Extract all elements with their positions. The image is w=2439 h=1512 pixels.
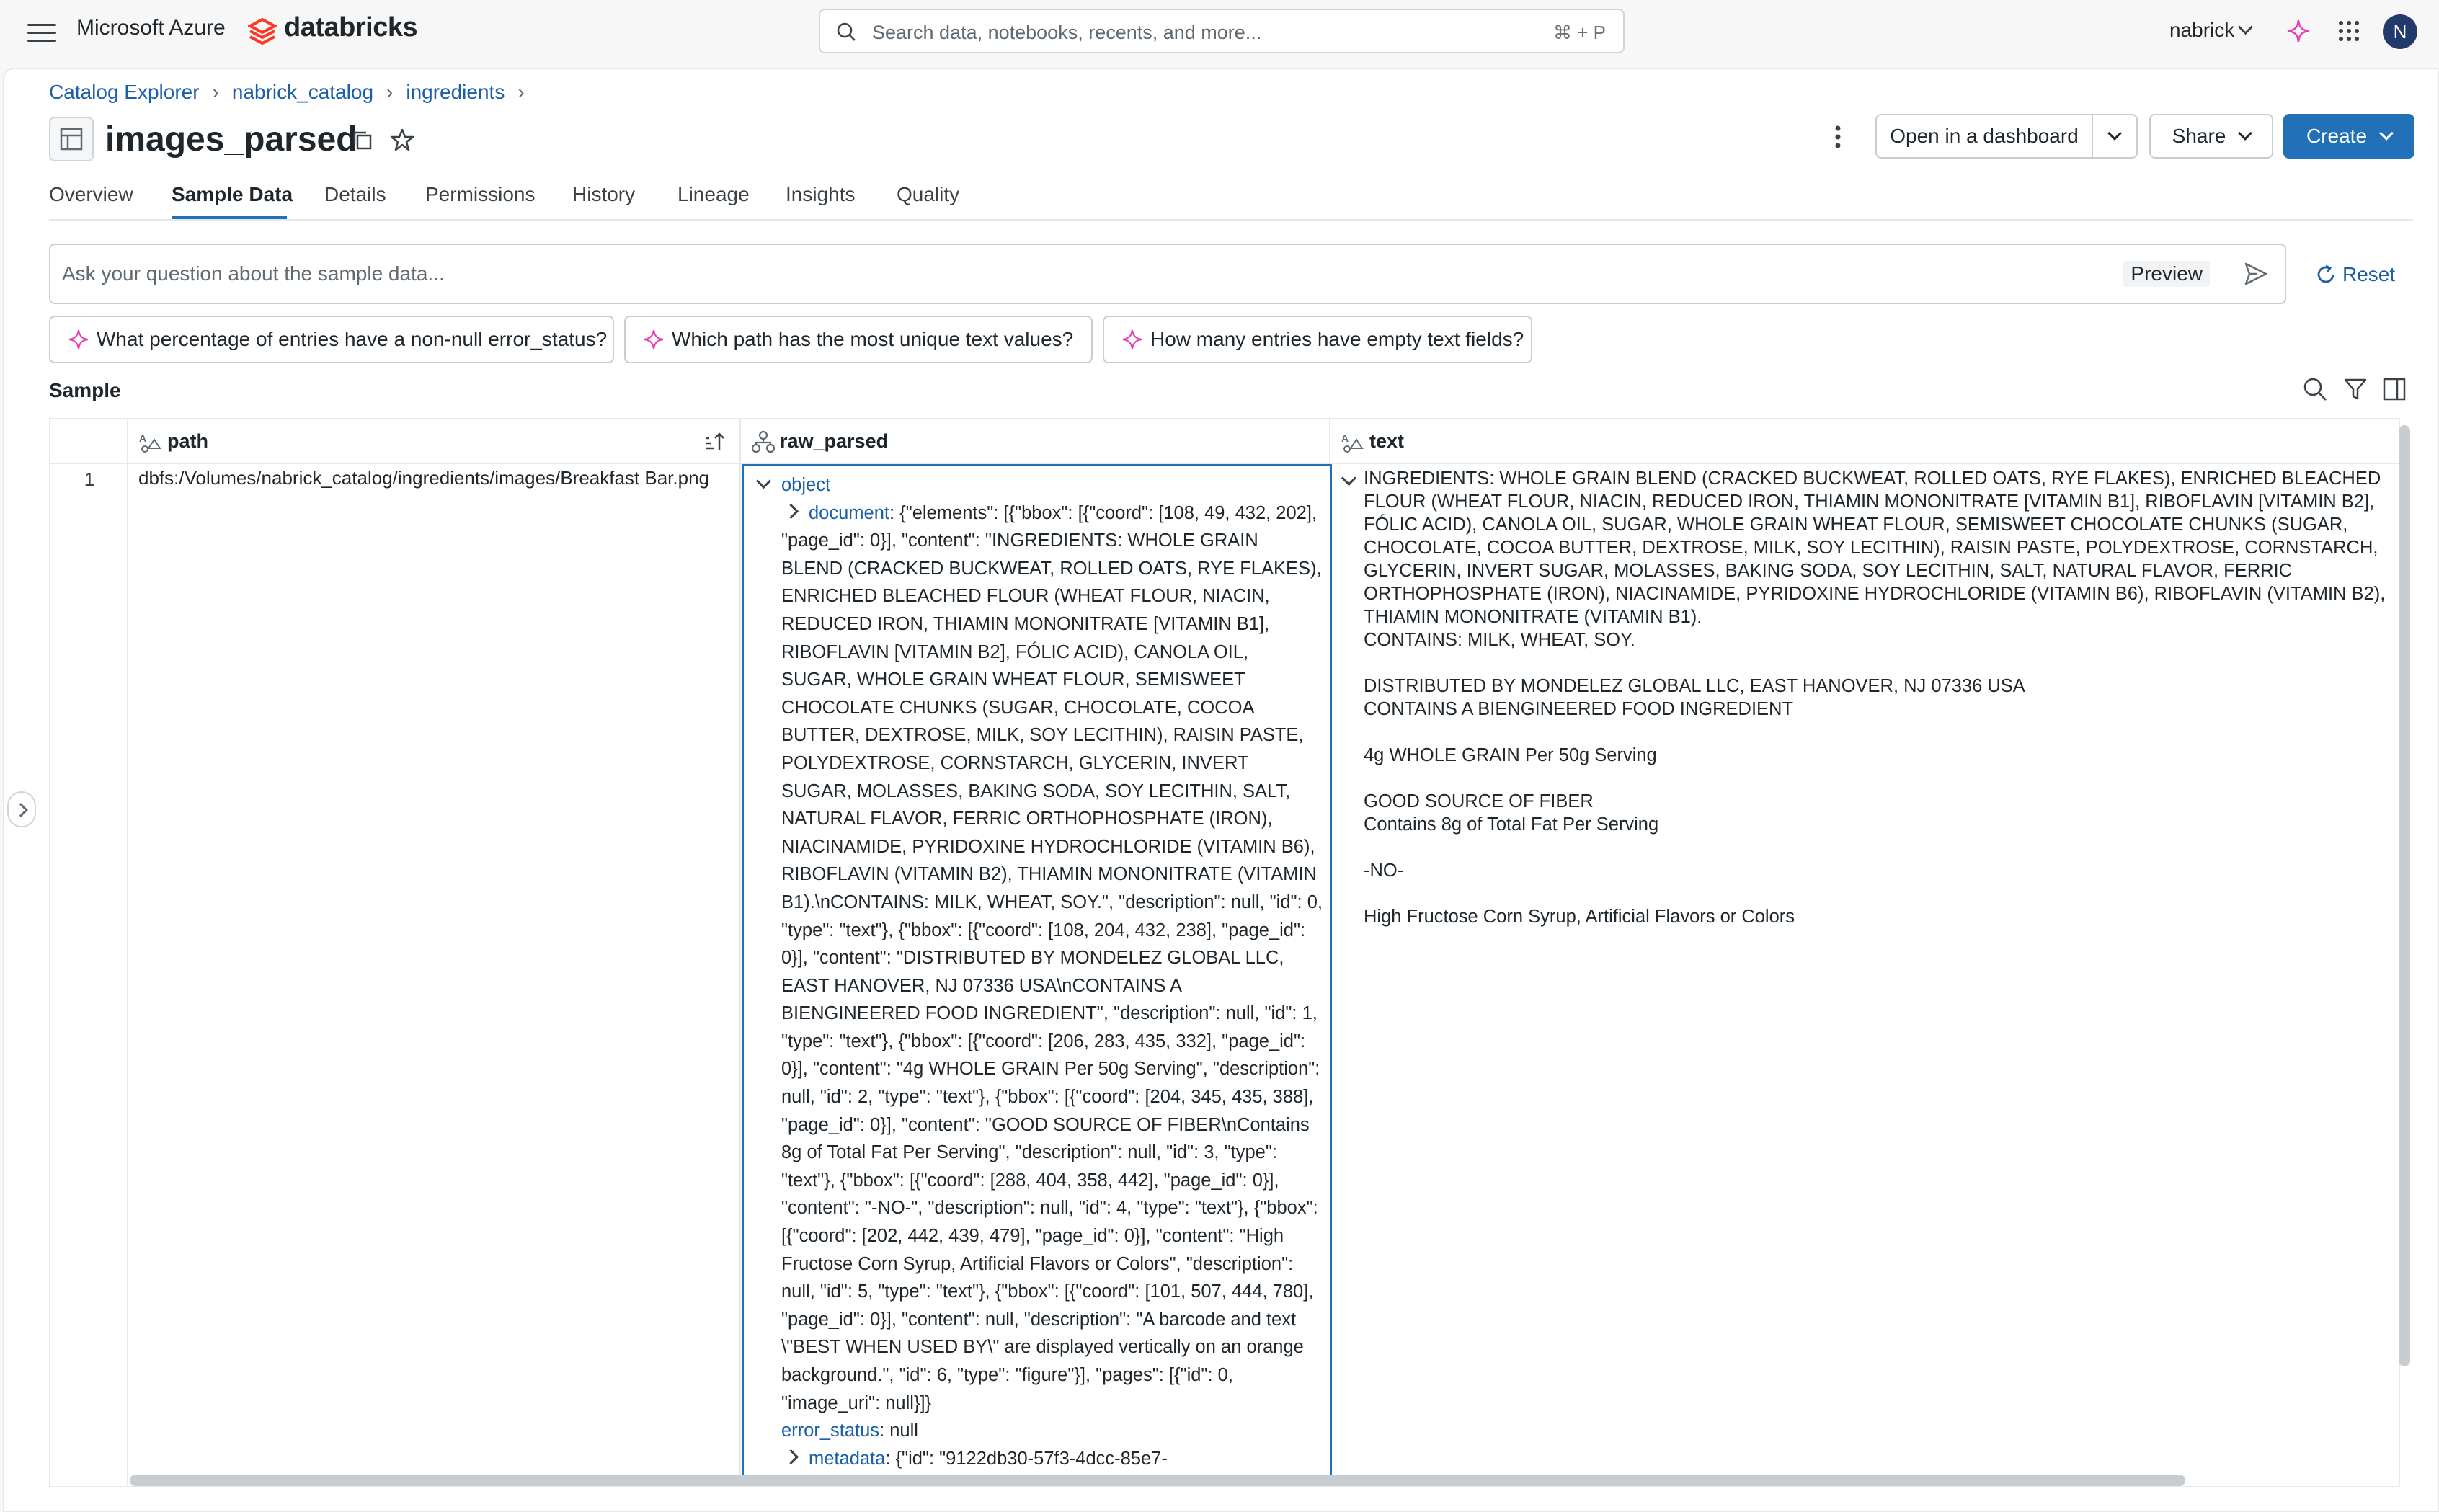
breadcrumb-catalog-explorer[interactable]: Catalog Explorer bbox=[49, 81, 200, 103]
suggestion-label: What percentage of entries have a non-null error_status? bbox=[97, 328, 608, 350]
tab-quality[interactable]: Quality bbox=[897, 183, 960, 205]
preview-badge: Preview bbox=[2123, 261, 2210, 287]
sort-icon[interactable] bbox=[703, 430, 728, 454]
search-icon[interactable] bbox=[2302, 376, 2328, 402]
json-type-label: object bbox=[781, 475, 831, 495]
suggestion-chip[interactable] bbox=[49, 316, 614, 363]
json-metadata-field bbox=[781, 1445, 1323, 1473]
json-value: : {"id": "9122db30-57f3-4dcc-85e7- bbox=[885, 1448, 1168, 1469]
suggestion-chip[interactable] bbox=[1103, 316, 1532, 363]
apps-grid-icon[interactable] bbox=[2338, 20, 2360, 42]
send-icon[interactable] bbox=[2243, 261, 2269, 287]
sparkle-icon bbox=[68, 329, 89, 350]
menu-icon[interactable] bbox=[27, 20, 56, 43]
dashboard-dropdown-button[interactable] bbox=[2092, 114, 2138, 159]
column-divider bbox=[739, 419, 741, 1487]
tab-insights[interactable]: Insights bbox=[786, 183, 856, 205]
brand-databricks: databricks bbox=[284, 12, 418, 43]
user-menu[interactable] bbox=[2169, 19, 2251, 42]
json-value: : null bbox=[879, 1420, 918, 1441]
sample-data-table bbox=[49, 418, 2400, 1487]
reset-button[interactable] bbox=[2315, 259, 2395, 286]
chevron-right-icon: › bbox=[386, 81, 394, 103]
column-type-icon bbox=[1341, 430, 1365, 454]
column-header-label: path bbox=[167, 430, 208, 452]
sample-question-input[interactable] bbox=[49, 244, 2286, 304]
question-placeholder: Ask your question about the sample data... bbox=[62, 262, 445, 285]
search-placeholder: Search data, notebooks, recents, and more... bbox=[872, 22, 1262, 43]
share-label: Share bbox=[2172, 125, 2226, 147]
column-header-label: text bbox=[1369, 430, 1405, 452]
sample-heading: Sample bbox=[49, 379, 121, 401]
tab-permissions[interactable]: Permissions bbox=[425, 183, 536, 205]
tab-history[interactable]: History bbox=[572, 183, 636, 205]
breadcrumb-catalog[interactable]: nabrick_catalog bbox=[231, 81, 374, 103]
chevron-down-icon bbox=[2379, 126, 2394, 141]
column-type-icon bbox=[138, 430, 163, 454]
table-cell-path[interactable]: dbfs:/Volumes/nabrick_catalog/ingredients/images/Breakfast Bar.png bbox=[138, 467, 710, 489]
json-key: document bbox=[809, 502, 889, 523]
sparkle-icon bbox=[643, 329, 665, 350]
chevron-right-icon: › bbox=[212, 81, 219, 103]
chevron-down-icon[interactable] bbox=[1341, 471, 1356, 486]
reset-label: Reset bbox=[2342, 263, 2396, 285]
json-document-field bbox=[781, 499, 1323, 1418]
filter-icon[interactable] bbox=[2342, 376, 2368, 402]
svg-text:A: A bbox=[139, 432, 147, 444]
breadcrumb-schema[interactable]: ingredients bbox=[406, 81, 505, 103]
suggestion-label: How many entries have empty text fields? bbox=[1150, 328, 1524, 350]
chevron-right-icon: › bbox=[517, 81, 525, 103]
brand-microsoft-azure: Microsoft Azure bbox=[76, 16, 226, 40]
sparkle-icon bbox=[1121, 329, 1143, 350]
json-value: : {"elements": [{"bbox": [{"coord": [108, 49, 432, 202], "page_id": 0}], "content": "INGREDIENTS: WHOLE GRAIN BLEND (CRACKED BUCKWEAT, ROLLED OATS, RYE FLAKES), ENRICHED BLEACHED FLOUR (WHEAT FLOUR, NIACIN, REDUCED IRON, THIAMIN MONONITRATE [VITAMIN B1], RIBOFLAVIN [VITAMIN B2], FÓLIC ACID), CANOLA OIL, SUGAR, WHOLE GRAIN WHEAT FLOUR, SEMISWEET CHOCOLATE CHUNKS (SUGAR, CHOCOLATE, COCOA BUTTER, DEXTROSE, MILK, SOY LECITHIN), RAISIN PASTE, POLYDEXTROSE, CORNSTARCH, GLYCERIN, INVERT SUGAR, MOLASSES, BAKING SODA, SOY LECITHIN, SALT, NATURAL FLAVOR, FERRIC ORTHOPHOSPHATE (IRON), NIACINAMIDE, PYRIDOXINE HYDROCHLORIDE (VITAMIN B6), RIBOFLAVIN (VITAMIN B2), THIAMIN MONONITRATE (VITAMIN B1).\nCONTAINS: MILK, WHEAT, SOY.", "description": null, "id": 0, "type": "text"}, {"bbox": [{"coord": [108, 204, 432, 238], "page_id": 0}], "content": "DISTRIBUTED BY MONDELEZ GLOBAL LLC, EAST HANOVER, NJ 07336 USA\nCONTAINS A BIENGINEERED FOOD INGREDIENT", "description": null, "id": 1, "type": "text"}, {"bbox": [{"coord": [206, 283, 435, 332], "page_id": 0}], "content": "4g WHOLE GRAIN Per 50g Serving", "description": null, "id": 2, "type": "text"}, {"bbox": [{"coord": [204, 345, 435, 388], "page_id": 0}], "content": "GOOD SOURCE OF FIBER\nContains 8g of Total Fat Per Serving", "description": null, "id": 3, "type": "text"}, {"bbox": [{"coord": [288, 404, 358, 442], "page_id": 0}], "content": "-NO-", "description": null, "id": 4, "type": "text"}, {"bbox": [{"coord": [202, 442, 439, 479], "page_id": 0}], "content": "High Fructose Corn Syrup, Artificial Flavors or Colors", "description": null, "id": 5, "type": "text"}, {"bbox": [{"coord": [101, 507, 444, 780], "page_id": 0}], "content": null, "description": "A barcode and text \"BEST WHEN USED BY\" are displayed vertically on an orange background.", "id": 6, "type": "figure"}], "pages": [{"id": 0, "image_uri": null}]} bbox=[781, 502, 1323, 1413]
breadcrumb bbox=[49, 81, 538, 104]
row-number: 1 bbox=[84, 468, 95, 490]
column-header-label: raw_parsed bbox=[780, 430, 889, 452]
tab-details[interactable]: Details bbox=[324, 183, 386, 205]
svg-text:A: A bbox=[1341, 432, 1349, 444]
tab-sample-data[interactable]: Sample Data bbox=[172, 183, 293, 205]
table-cell-raw-parsed[interactable] bbox=[742, 464, 1332, 1487]
tab-divider bbox=[49, 219, 2413, 221]
star-icon[interactable] bbox=[389, 127, 415, 153]
table-icon bbox=[49, 117, 94, 161]
json-key: metadata bbox=[809, 1448, 886, 1469]
column-header-path[interactable] bbox=[128, 419, 739, 464]
chevron-right-icon bbox=[14, 803, 28, 817]
chevron-down-icon[interactable] bbox=[756, 473, 771, 489]
user-name: nabrick bbox=[2169, 19, 2235, 41]
json-key: error_status bbox=[781, 1420, 880, 1441]
refresh-icon bbox=[2315, 264, 2337, 285]
databricks-logo-icon bbox=[248, 17, 277, 46]
more-options-icon[interactable] bbox=[1825, 123, 1851, 151]
chevron-down-icon bbox=[2238, 19, 2253, 35]
create-button[interactable] bbox=[2283, 114, 2414, 159]
expand-sidebar-button[interactable] bbox=[7, 791, 36, 827]
column-divider bbox=[127, 419, 128, 1487]
avatar[interactable]: N bbox=[2383, 14, 2417, 49]
chevron-down-icon bbox=[2238, 126, 2252, 141]
open-dashboard-button[interactable]: Open in a dashboard bbox=[1875, 114, 2093, 159]
table-cell-text[interactable]: INGREDIENTS: WHOLE GRAIN BLEND (CRACKED BUCKWEAT, ROLLED OATS, RYE FLAKES), ENRICHED BLEACHED FLOUR (WHEAT FLOUR, NIACIN, REDUCED IRON, THIAMIN MONONITRATE [VITAMIN B1], RIBOFLAVIN [VITAMIN B2], FÓLIC ACID), CANOLA OIL, SUGAR, WHOLE GRAIN WHEAT FLOUR, SEMISWEET CHOCOLATE CHUNKS (SUGAR, CHOCOLATE, COCOA BUTTER, DEXTROSE, MILK, SOY LECITHIN), RAISIN PASTE, POLYDEXTROSE, CORNSTARCH, GLYCERIN, INVERT SUGAR, MOLASSES, BAKING SODA, SOY LECITHIN, SALT, NATURAL FLAVOR, FERRIC ORTHOPHOSPHATE (IRON), NIACINAMIDE, PYRIDOXINE HYDROCHLORIDE (VITAMIN B6), RIBOFLAVIN (VITAMIN B2), THIAMIN MONONITRATE (VITAMIN B1). CONTAINS: MILK, WHEAT, SOY. DISTRIBUTED BY MONDELEZ GLOBAL LLC, EAST HANOVER, NJ 07336 USA CONTAINS A BIENGINEERED FOOD INGREDIENT 4g WHOLE GRAIN Per 50g Serving GOOD SOURCE OF FIBER Contains 8g of Total Fat Per Serving -NO- High Fructose Corn Syrup, Artificial Flavors or Colors bbox=[1364, 468, 2386, 927]
column-header-text[interactable] bbox=[1330, 419, 2399, 464]
struct-type-icon bbox=[751, 430, 776, 454]
global-search-input[interactable] bbox=[819, 9, 1625, 53]
side-panel-icon[interactable] bbox=[2381, 376, 2407, 402]
tab-overview[interactable]: Overview bbox=[49, 183, 133, 205]
column-header-raw-parsed[interactable] bbox=[741, 419, 1329, 464]
suggestion-chip[interactable] bbox=[624, 316, 1093, 363]
create-label: Create bbox=[2306, 125, 2368, 147]
suggestion-label: Which path has the most unique text values? bbox=[672, 328, 1074, 350]
share-button[interactable] bbox=[2149, 114, 2273, 159]
vertical-scrollbar[interactable] bbox=[2399, 425, 2410, 1366]
assistant-sparkle-icon[interactable] bbox=[2286, 19, 2311, 43]
tab-lineage[interactable]: Lineage bbox=[678, 183, 750, 205]
top-bar bbox=[0, 0, 2439, 63]
copy-icon[interactable] bbox=[350, 128, 375, 153]
search-icon bbox=[836, 22, 856, 42]
json-error-status-field bbox=[781, 1417, 1323, 1445]
page-title: images_parsed bbox=[105, 120, 357, 159]
search-shortcut: ⌘ + P bbox=[1553, 22, 1606, 43]
horizontal-scrollbar[interactable] bbox=[130, 1475, 2185, 1486]
chevron-down-icon bbox=[2107, 126, 2122, 141]
